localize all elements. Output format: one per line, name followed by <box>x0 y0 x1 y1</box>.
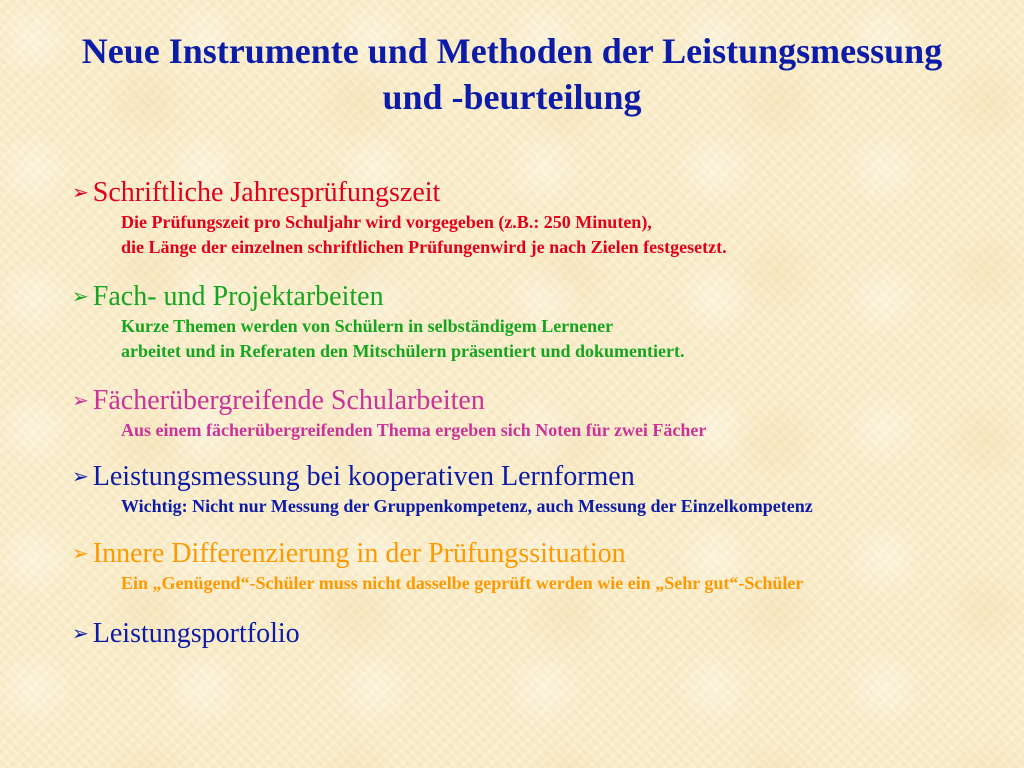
arrow-bullet-icon: ➢ <box>72 464 89 488</box>
arrow-bullet-icon: ➢ <box>72 621 89 645</box>
heading-text: Leistungsportfolio <box>92 618 300 649</box>
title-line-1: Neue Instrumente und Methoden der Leistungsmessung <box>81 31 943 71</box>
bullet-item-project-work <box>72 281 1012 364</box>
heading-text: Leistungsmessung bei kooperativen Lernformen <box>92 461 635 492</box>
bullet-detail-line: Ein „Genügend“-Schüler muss nicht dasselbe geprüft werden wie ein „Sehr gut“-Schüler <box>121 573 804 593</box>
bullet-heading <box>72 281 1012 314</box>
bullet-detail-line: Wichtig: Nicht nur Messung der Gruppenkompetenz, auch Messung der Einzelkompetenz <box>121 496 813 516</box>
slide-title <box>0 28 1024 120</box>
bullet-item-written-exam-time <box>72 177 1012 260</box>
bullet-item-cooperative-learning <box>72 461 1012 519</box>
bullet-detail-line: Die Prüfungszeit pro Schuljahr wird vorgegeben (z.B.: 250 Minuten), <box>121 212 652 232</box>
arrow-bullet-icon: ➢ <box>72 180 89 204</box>
bullet-heading <box>72 538 1012 571</box>
bullet-detail-line: Aus einem fächerübergreifenden Thema ergeben sich Noten für zwei Fächer <box>121 420 707 440</box>
bullet-heading <box>72 177 1012 210</box>
title-line-2: und -beurteilung <box>382 77 642 117</box>
arrow-bullet-icon: ➢ <box>72 284 89 308</box>
bullet-detail-line: arbeitet und in Referaten den Mitschülern präsentiert und dokumentiert. <box>121 341 685 361</box>
heading-text: Innere Differenzierung in der Prüfungssituation <box>92 538 626 569</box>
arrow-bullet-icon: ➢ <box>72 388 89 412</box>
heading-text: Fach- und Projektarbeiten <box>92 281 384 312</box>
arrow-bullet-icon: ➢ <box>72 541 89 565</box>
bullet-detail-line: Kurze Themen werden von Schülern in selbständigem Lernener <box>121 316 614 336</box>
bullet-item-inner-differentiation <box>72 538 1012 596</box>
bullet-heading <box>72 461 1012 494</box>
bullet-item-cross-subject-tests <box>72 385 1012 443</box>
heading-text: Fächerübergreifende Schularbeiten <box>92 385 485 416</box>
heading-text: Schriftliche Jahresprüfungszeit <box>92 177 441 208</box>
bullet-heading <box>72 385 1012 418</box>
bullet-heading <box>72 618 1012 651</box>
bullet-item-portfolio <box>72 618 1012 651</box>
bullet-detail-line: die Länge der einzelnen schriftlichen Prüfungenwird je nach Zielen festgesetzt. <box>121 237 727 257</box>
